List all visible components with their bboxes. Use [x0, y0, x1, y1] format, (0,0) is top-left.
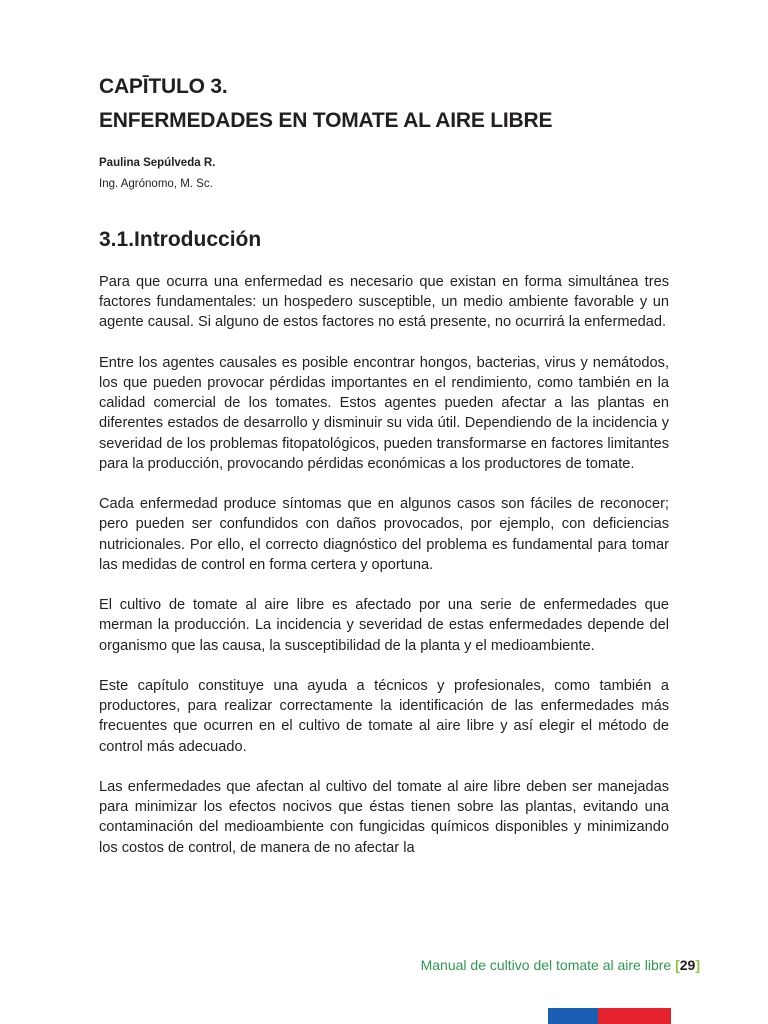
footer-bracket-close: ] [695, 957, 700, 973]
chapter-title: ENFERMEDADES EN TOMATE AL AIRE LIBRE [99, 109, 553, 132]
author-block [99, 154, 669, 196]
paragraph: Las enfermedades que afectan al cultivo del tomate al aire libre deben ser manejadas para minimizar los efectos nocivos que éstas tienen sobre las plantas, evitando una contaminación del medioambiente con fungicidas químicos disponibles y minimizando los costos de control, de manera de no afectar la [99, 779, 669, 856]
footer-title: Manual de cultivo del tomate al aire libre [420, 957, 672, 973]
chapter-heading [99, 70, 669, 138]
page-footer [421, 954, 700, 976]
author-title: Ing. Agrónomo, M. Sc. [99, 178, 213, 190]
page-number: 29 [679, 957, 696, 973]
footer-bracket-open: [ [675, 957, 680, 973]
body-text [99, 272, 669, 858]
section-title: 3.1.Introducción [99, 228, 262, 251]
flag-blue-segment [548, 1008, 598, 1024]
author-name: Paulina Sepúlveda R. [99, 157, 216, 169]
flag-stripe [548, 1008, 671, 1024]
flag-red-segment [598, 1008, 671, 1024]
paragraph: Cada enfermedad produce síntomas que en algunos casos son fáciles de reconocer; pero pueden ser confundidos con daños provocados, por ejemplo, con deficiencias nutricionales. Por ello, el correcto diagnóstico del problema es fundamental para tomar las medidas de control en forma certera y oportuna. [99, 496, 669, 573]
paragraph: El cultivo de tomate al aire libre es afectado por una serie de enfermedades que merman la producción. La incidencia y severidad de estas enfermedades depende del organismo que las causa, la susceptibilidad de la planta y el medioambiente. [99, 597, 669, 654]
paragraph: Para que ocurra una enfermedad es necesario que existan en forma simultánea tres factores fundamentales: un hospedero susceptible, un medio ambiente favorable y un agente causal. Si alguno de estos factores no está presente, no ocurrirá la enfermedad. [99, 274, 669, 331]
paragraph: Entre los agentes causales es posible encontrar hongos, bacterias, virus y nemátodos, los que pueden provocar pérdidas importantes en el rendimiento, como también en la calidad comercial de los tomates. Estos agentes pueden afectar a las plantas en diferentes estados de desarrollo y disminuir su vida útil. Dependiendo de la incidencia y severidad de los problemas fitopatológicos, pueden transformarse en factores limitantes para la producción, provocando pérdidas económicas a los productores de tomate. [99, 354, 669, 472]
paragraph: Este capítulo constituye una ayuda a técnicos y profesionales, como también a productores, para realizar correctamente la identificación de las enfermedades más frecuentes que ocurren en el cultivo de tomate al aire libre y así elegir el método de control más adecuado. [99, 678, 669, 755]
chapter-number: CAPĪTULO 3. [99, 75, 228, 98]
